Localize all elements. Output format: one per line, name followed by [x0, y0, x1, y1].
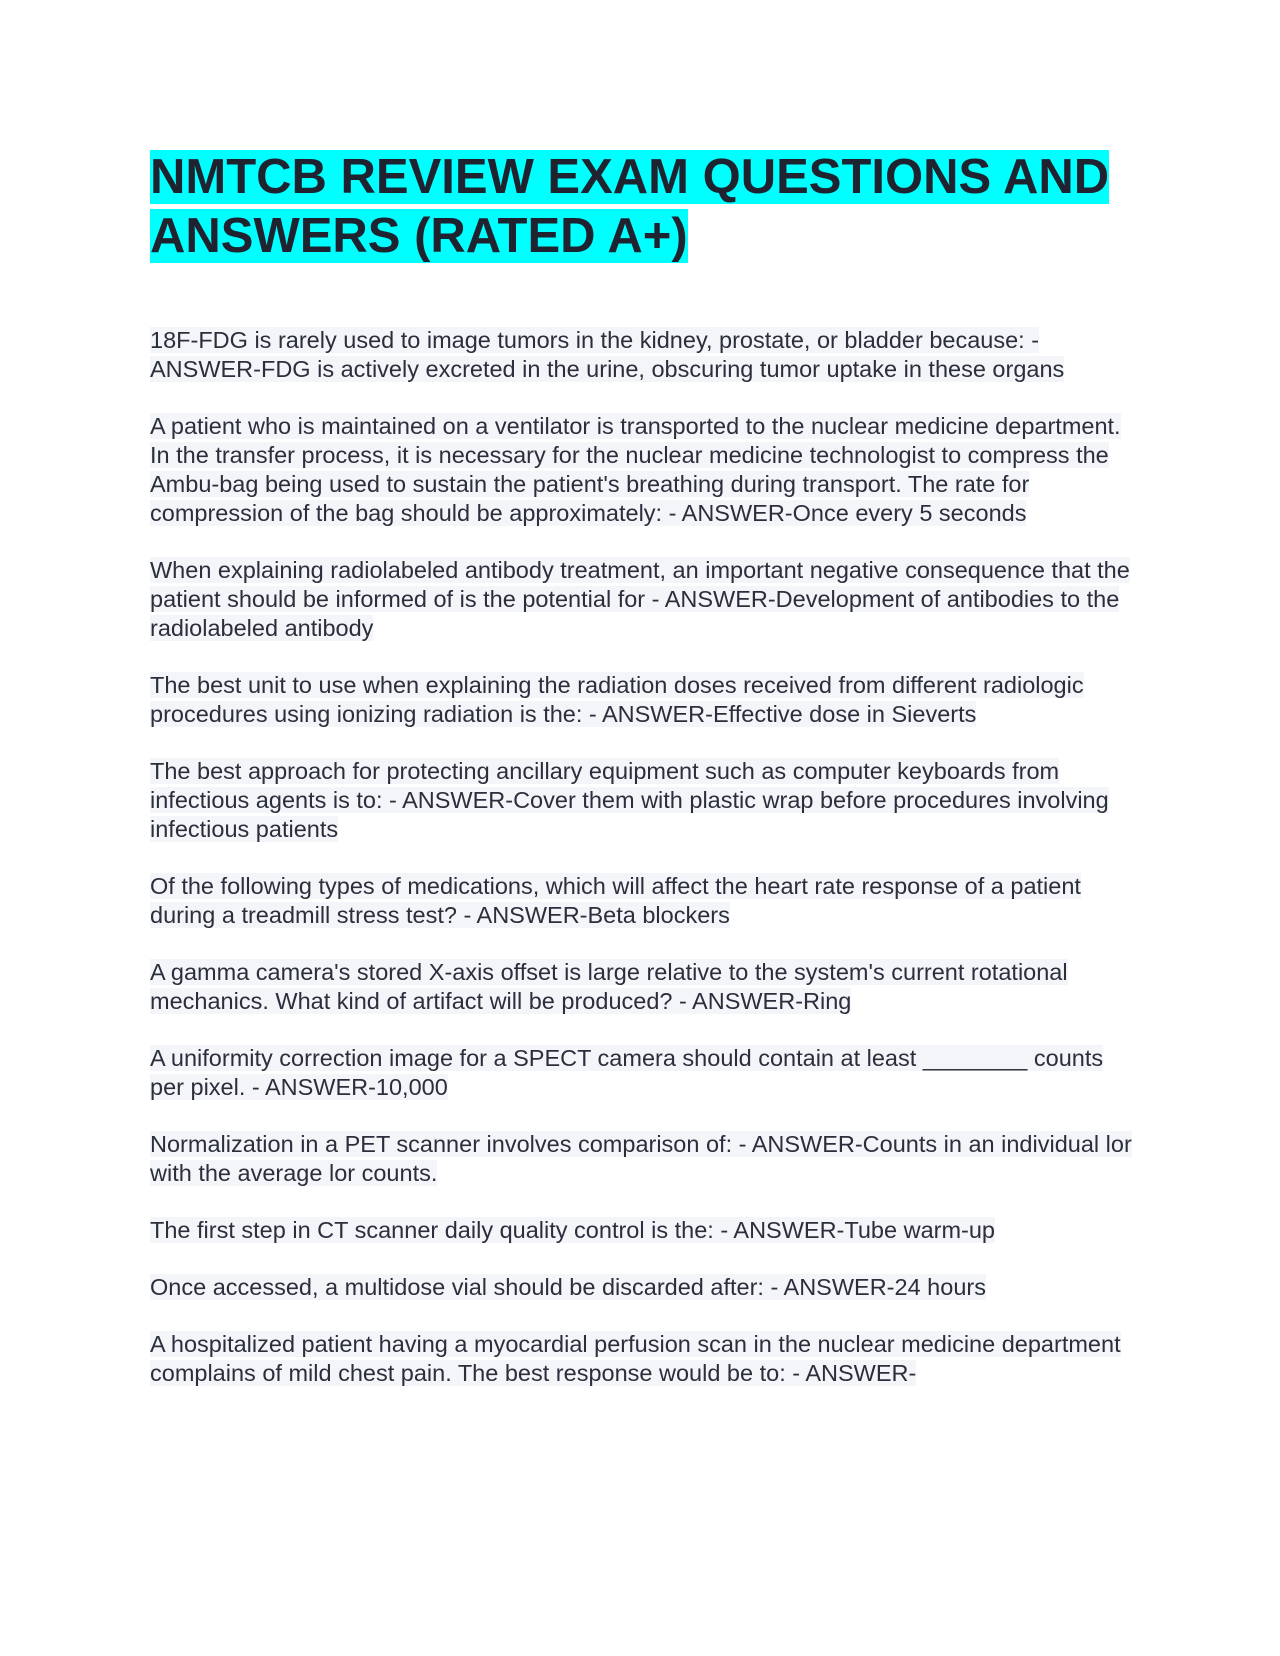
qa-item	[150, 412, 1140, 528]
qa-item	[150, 1130, 1140, 1188]
qa-item	[150, 958, 1140, 1016]
qa-item-text: A gamma camera's stored X-axis offset is large relative to the system's current rotational mechanics. What kind of artifact will be produced? - ANSWER-Ring	[150, 959, 1068, 1014]
qa-item-text: Of the following types of medications, which will affect the heart rate response of a patient during a treadmill stress test? - ANSWER-Beta blockers	[150, 873, 1081, 928]
qa-item	[150, 671, 1140, 729]
qa-item-text: Once accessed, a multidose vial should be discarded after: - ANSWER-24 hours	[150, 1274, 986, 1300]
qa-item-text: A uniformity correction image for a SPECT camera should contain at least ________ counts per pixel. - ANSWER-10,000	[150, 1045, 1104, 1100]
qa-item-text: A patient who is maintained on a ventilator is transported to the nuclear medicine department. In the transfer process, it is necessary for the nuclear medicine technologist to compress the Ambu-bag being used to sustain the patient's breathing during transport. The rate for compression of the bag should be approximately: - ANSWER-Once every 5 seconds	[150, 413, 1121, 526]
qa-item	[150, 1216, 1140, 1245]
qa-item	[150, 326, 1140, 384]
qa-item-text: 18F-FDG is rarely used to image tumors in the kidney, prostate, or bladder because: - ANSWER-FDG is actively excreted in the urine, obscuring tumor uptake in these organs	[150, 327, 1065, 382]
qa-item	[150, 757, 1140, 844]
qa-item-text: Normalization in a PET scanner involves comparison of: - ANSWER-Counts in an individual lor with the average lor counts.	[150, 1131, 1132, 1186]
document-title-text: NMTCB REVIEW EXAM QUESTIONS AND ANSWERS (RATED A+)	[150, 150, 1110, 263]
qa-item	[150, 1273, 1140, 1302]
qa-item	[150, 872, 1140, 930]
document-title	[150, 148, 1140, 266]
qa-item-text: A hospitalized patient having a myocardial perfusion scan in the nuclear medicine department complains of mild chest pain. The best response would be to: - ANSWER-	[150, 1331, 1121, 1386]
qa-item-text: When explaining radiolabeled antibody treatment, an important negative consequence that the patient should be informed of is the potential for - ANSWER-Development of antibodies to the radiolabeled antibody	[150, 557, 1130, 641]
qa-list	[150, 326, 1140, 1388]
qa-item	[150, 1330, 1140, 1388]
qa-item	[150, 556, 1140, 643]
document-page	[150, 148, 1140, 1416]
qa-item	[150, 1044, 1140, 1102]
qa-item-text: The best unit to use when explaining the radiation doses received from different radiologic procedures using ionizing radiation is the: - ANSWER-Effective dose in Sieverts	[150, 672, 1084, 727]
qa-item-text: The best approach for protecting ancillary equipment such as computer keyboards from infectious agents is to: - ANSWER-Cover them with plastic wrap before procedures involving infectious patients	[150, 758, 1109, 842]
qa-item-text: The first step in CT scanner daily quality control is the: - ANSWER-Tube warm-up	[150, 1217, 996, 1243]
